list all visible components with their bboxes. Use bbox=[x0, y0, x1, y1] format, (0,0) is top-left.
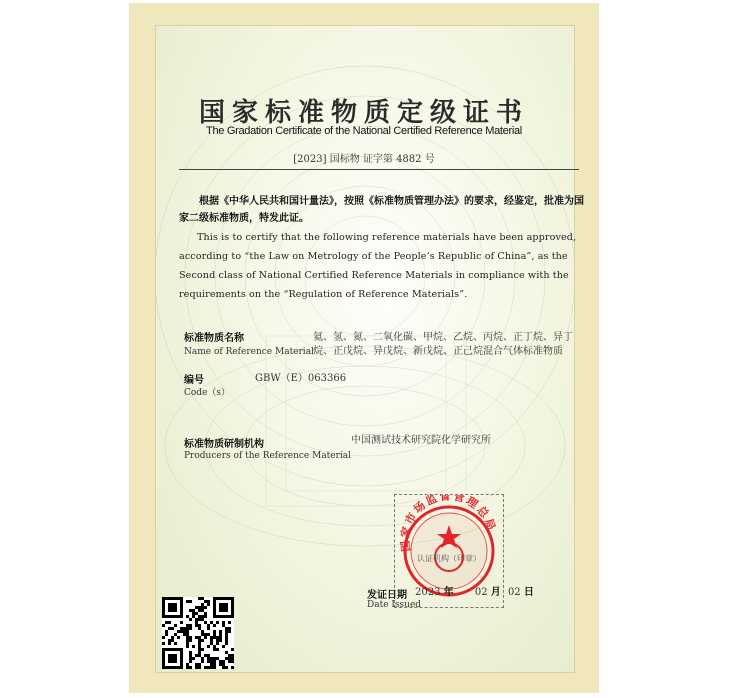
date-month-unit: 月 bbox=[490, 587, 501, 598]
code-label-cn: 编号 bbox=[184, 375, 204, 386]
qr-code-icon bbox=[162, 597, 234, 669]
svg-text:国家市场监督管理总局: 国家市场监督管理总局 bbox=[398, 495, 499, 553]
date-label-cn: 发证日期 bbox=[367, 590, 407, 601]
code-label-en: Code（s） bbox=[184, 388, 231, 398]
name-value: 氦、氢、氮、二氧化碳、甲烷、乙烷、丙烷、正丁烷、异丁烷、正戊烷、异戊烷、新戊烷、正己烷混合气体标准物质 bbox=[313, 332, 573, 357]
date-day: 02 bbox=[507, 587, 521, 598]
certificate-title-en: The Gradation Certificate of the National Certified Reference Material bbox=[206, 125, 522, 137]
statement-en: This is to certify that the following reference materials have been approved, according to “the Law on Metrology of the People’s Republic of China”, as the Second class of National Certified Reference Materials in compliance with the requirements on the “Regulation of Reference Materials”. bbox=[179, 232, 577, 300]
date-year-unit: 年 bbox=[443, 587, 454, 598]
date-day-unit: 日 bbox=[523, 587, 534, 598]
date-value bbox=[415, 586, 534, 600]
producer-label-cn: 标准物质研制机构 bbox=[184, 439, 264, 450]
name-label-cn: 标准物质名称 bbox=[184, 333, 244, 344]
date-year: 2023 bbox=[415, 587, 441, 598]
statement-cn: 根据《中华人民共和国计量法》，按照《标准物质管理办法》的要求，经鉴定，批准为国家二级标准物质，特发此证。 bbox=[179, 196, 584, 224]
svg-text:认证机构（印章）: 认证机构（印章） bbox=[417, 554, 481, 563]
title-divider bbox=[179, 169, 579, 170]
producer-value: 中国测试技术研究院化学研究所 bbox=[351, 435, 491, 446]
producer-label-en: Producers of the Reference Material bbox=[184, 451, 352, 461]
code-value: GBW（E）063366 bbox=[255, 373, 347, 384]
certificate-title-cn: 国家标准物质定级证书 bbox=[198, 98, 529, 128]
certificate-number: [2023] 国标物 证字第 4882 号 bbox=[293, 154, 435, 165]
name-label-en: Name of Reference Material bbox=[184, 347, 314, 357]
date-month: 02 bbox=[474, 587, 488, 598]
certificate-border bbox=[129, 3, 599, 693]
date-label-en: Date Issued bbox=[367, 600, 422, 610]
